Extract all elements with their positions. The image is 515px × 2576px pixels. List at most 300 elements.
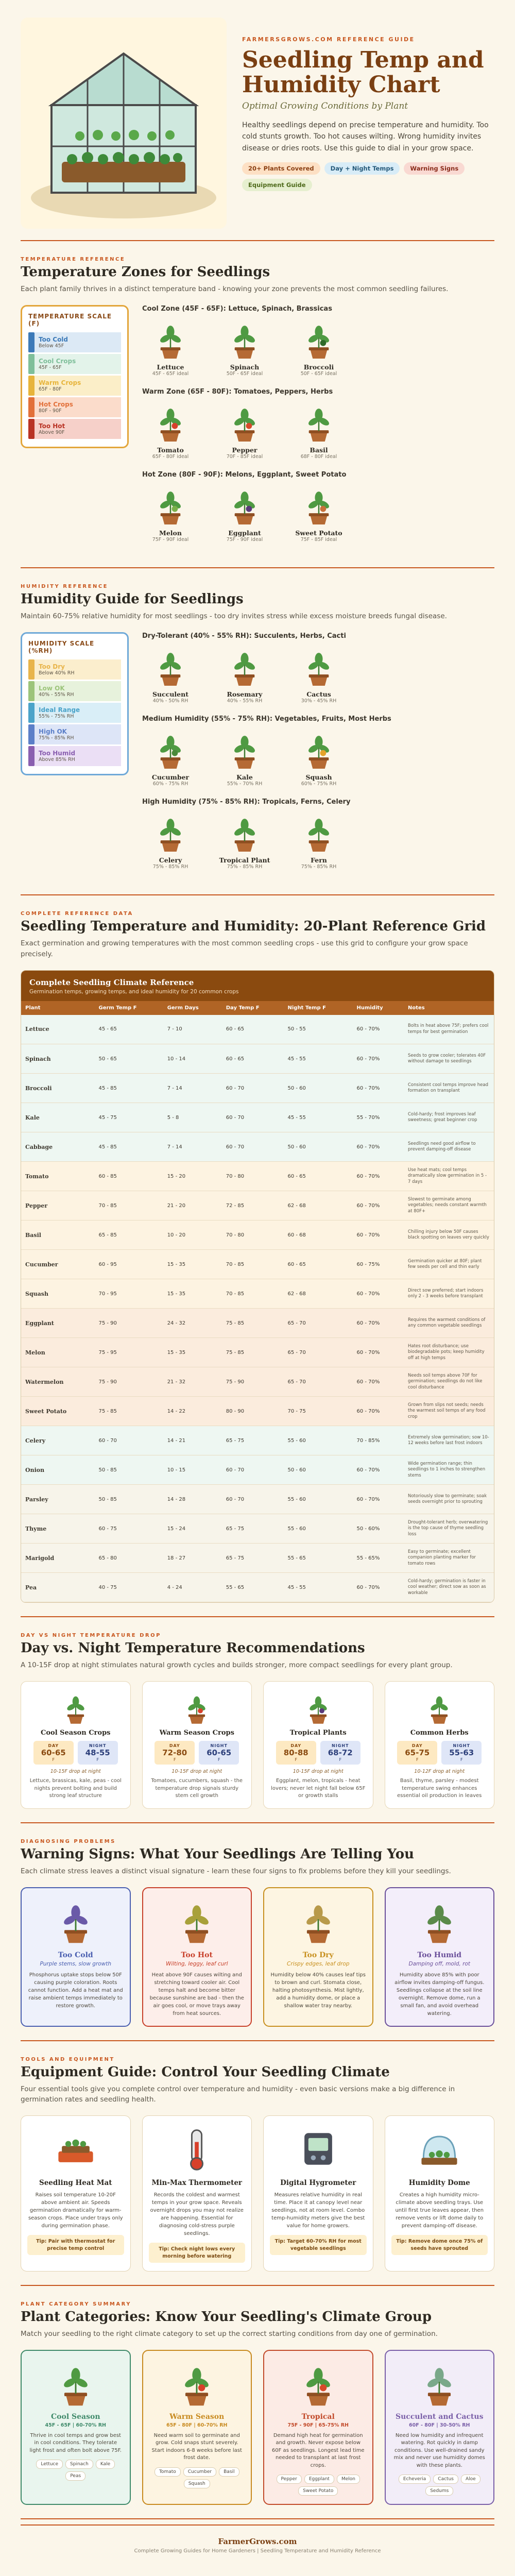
scale-level-name: High OK xyxy=(39,727,67,735)
equipment-tip: Tip: Pair with thermostat for precise temp control xyxy=(27,2235,124,2255)
table-cell: 60 - 95 xyxy=(94,1250,163,1279)
table-cell: 50 - 65 xyxy=(94,1044,163,1074)
table-cell: 55 - 60 xyxy=(283,1514,352,1544)
table-cell: 50 - 60% xyxy=(352,1514,404,1544)
plant-tag: Aloe xyxy=(461,2475,480,2484)
scale-swatch xyxy=(28,354,35,374)
table-cell: 24 - 32 xyxy=(163,1309,222,1338)
table-cell: 60 - 65 xyxy=(222,1015,284,1044)
table-cell: 60 - 75% xyxy=(352,1250,404,1279)
equipment-name: Digital Hygrometer xyxy=(280,2179,356,2188)
section-kicker: TEMPERATURE REFERENCE xyxy=(21,257,126,262)
table-cell: Consistent cool temps improve head formation on transplant xyxy=(404,1074,494,1103)
plant-name: Basil xyxy=(310,446,328,454)
scale-level-name: Cool Crops xyxy=(39,357,76,365)
table-cell: 7 - 14 xyxy=(163,1132,222,1162)
table-cell: 55 - 65 xyxy=(283,1544,352,1573)
warning-name: Too Dry xyxy=(302,1951,334,1959)
plant-cell: Sweet Potato xyxy=(21,1397,94,1426)
plant-range: 75F - 85F ideal xyxy=(300,536,337,543)
scale-level-name: Too Cold xyxy=(39,335,68,343)
page-footer xyxy=(21,2524,494,2567)
table-cell: 70 - 95 xyxy=(94,1279,163,1309)
table-row xyxy=(21,1250,494,1279)
column-header: Humidity xyxy=(352,1001,404,1015)
scale-level-name: Too Dry xyxy=(39,663,65,670)
card-description: Creates a high humidity micro-climate above seedling trays. Use until first true leaves appear, then remove vents or lift dome daily to prevent damping-off disease. xyxy=(395,2192,484,2229)
spinach-icon xyxy=(223,318,266,361)
plant-card xyxy=(216,484,273,543)
table-cell: Cold-hardy; frost improves leaf sweetness; great beginner crop xyxy=(404,1103,494,1132)
temperature-section xyxy=(21,241,494,568)
section-description: Each plant family thrives in a distinct temperature band - knowing your zone prevents the most common seedling failures. xyxy=(21,285,449,293)
table-cell: 72 - 85 xyxy=(222,1191,284,1221)
scale-level-name: Low OK xyxy=(39,684,65,692)
card-description: Tomatoes, cucumbers, squash - the temperature drop signals sturdy stem cell growth xyxy=(151,1778,243,1799)
table-cell: 65 - 70 xyxy=(283,1338,352,1367)
column-header: Germ Days xyxy=(163,1001,222,1015)
unit-label: F xyxy=(416,1757,419,1762)
table-row xyxy=(21,1074,494,1103)
table-cell: 70 - 85 xyxy=(94,1191,163,1221)
table-cell: Chilling injury below 50F causes black spotting on leaves very quickly xyxy=(404,1221,494,1250)
title-line-2: Humidity Chart xyxy=(242,71,440,98)
column-header: Germ Temp F xyxy=(94,1001,163,1015)
temp-pair xyxy=(271,1741,366,1765)
scale-level-range: 40% - 55% RH xyxy=(39,691,74,698)
table-cell: 60 - 70 xyxy=(222,1455,284,1485)
equipment-tip: Tip: Target 60-70% RH for most vegetable seedlings xyxy=(270,2235,367,2255)
table-cell: 80 - 90 xyxy=(222,1397,284,1426)
scale-swatch xyxy=(28,659,35,680)
tropical-crops-icon xyxy=(294,1690,343,1726)
warning-signs-section xyxy=(21,1823,494,2041)
plant-name: Cactus xyxy=(306,690,331,698)
plant-cell: Celery xyxy=(21,1426,94,1455)
plant-row xyxy=(142,811,494,870)
warning-symptom: Crispy edges, leaf drop xyxy=(286,1960,350,1967)
plant-cell: Squash xyxy=(21,1279,94,1309)
table-cell: 60 - 70 xyxy=(94,1426,163,1455)
plant-group-title: High Humidity (75% - 85% RH): Tropicals, Ferns, Celery xyxy=(142,798,351,806)
table-cell: 60 - 70% xyxy=(352,1367,404,1397)
section-description: Four essential tools give you complete control over temperature and humidity - even basic versions make a big difference in germination rates and seedling health. xyxy=(21,2084,455,2104)
plant-name: Fern xyxy=(311,856,327,864)
card-description: Basil, thyme, parsley - modest temperature swing enhances essential oil production in leaves xyxy=(397,1778,482,1799)
section-description: Match your seedling to the right climate category to set up the correct starting conditions from day one of germination. xyxy=(21,2329,438,2338)
plant-card xyxy=(142,318,199,377)
plant-cell: Tomato xyxy=(21,1162,94,1191)
table-cell: 70 - 85 xyxy=(222,1250,284,1279)
category-card xyxy=(21,2350,131,2505)
card-description: Need low humidity and infrequent watering. Rot quickly in damp conditions. Use well-drained sandy mix and never use humidity domes with these plants. xyxy=(393,2432,485,2468)
day-night-card xyxy=(263,1681,373,1809)
table-cell: 62 - 68 xyxy=(283,1191,352,1221)
plant-range: 75% - 85% RH xyxy=(227,863,263,870)
scale-label xyxy=(35,681,121,701)
warning-symptom: Wilting, leggy, leaf curl xyxy=(165,1960,228,1967)
plant-group-title: Medium Humidity (55% - 75% RH): Vegetables, Fruits, Most Herbs xyxy=(142,715,391,723)
day-temp-box xyxy=(33,1741,74,1765)
hygrometer-icon xyxy=(294,2124,343,2174)
scale-level-name: Too Humid xyxy=(39,749,76,757)
section-title: Temperature Zones for Seedlings xyxy=(21,264,270,280)
table-cell: Requires the warmest conditions of any common vegetable seedlings xyxy=(404,1309,494,1338)
temperature-drop: 10-15F drop at night xyxy=(293,1769,344,1775)
table-cell: 50 - 60 xyxy=(283,1132,352,1162)
table-row xyxy=(21,1544,494,1573)
plant-tag: Lettuce xyxy=(36,2460,63,2469)
table-cell: 75 - 90 xyxy=(94,1367,163,1397)
section-title: Humidity Guide for Seedlings xyxy=(21,591,244,607)
day-value: 80-88 xyxy=(283,1748,308,1758)
plant-card xyxy=(290,318,347,377)
table-cell: 60 - 68 xyxy=(283,1221,352,1250)
table-cell: Drought-tolerant herb; overwatering is the top cause of thyme seedling loss xyxy=(404,1514,494,1544)
table-cell: 60 - 70% xyxy=(352,1221,404,1250)
greenhouse-illustration xyxy=(21,18,227,229)
plant-range: 75% - 85% RH xyxy=(301,863,337,870)
table-cell: 60 - 70% xyxy=(352,1162,404,1191)
scale-swatch xyxy=(28,681,35,701)
plant-range: 75F - 90F ideal xyxy=(226,536,263,543)
table-row xyxy=(21,1279,494,1309)
scale-label xyxy=(35,376,121,396)
cucumber-icon xyxy=(149,728,192,771)
plant-tag: Echeveria xyxy=(399,2475,431,2484)
table-cell: 55 - 60 xyxy=(283,1426,352,1455)
plant-card xyxy=(142,645,199,704)
table-cell: 70 - 75 xyxy=(283,1397,352,1426)
table-cell: 60 - 70% xyxy=(352,1397,404,1426)
table-cell: 60 - 65 xyxy=(283,1162,352,1191)
humidity-groups xyxy=(142,632,494,881)
plant-name: Celery xyxy=(159,856,182,864)
night-value: 48-55 xyxy=(85,1748,110,1758)
plant-tag: Eggplant xyxy=(304,2475,334,2484)
section-description: Exact germination and growing temperatures with the most common seedling crops - use this grid to configure your grow space precisely. xyxy=(21,939,468,958)
scale-level-name: Hot Crops xyxy=(39,400,73,408)
table-cell: Easy to germinate; excellent companion planting marker for tomato rows xyxy=(404,1544,494,1573)
lettuce-icon xyxy=(149,318,192,361)
section-kicker: HUMIDITY REFERENCE xyxy=(21,583,108,589)
plant-group xyxy=(142,632,494,704)
table-cell: Extremely slow germination; sow 10-12 weeks before last frost indoors xyxy=(404,1426,494,1455)
table-cell: 50 - 85 xyxy=(94,1455,163,1485)
section-title: Equipment Guide: Control Your Seedling Climate xyxy=(21,2064,390,2080)
section-description: Each climate stress leaves a distinct visual signature - learn these four signs to fix problems before they kill your seedlings. xyxy=(21,1867,451,1875)
plant-range: 75F - 90F ideal xyxy=(152,536,189,543)
table-row xyxy=(21,1455,494,1485)
table-cell: 15 - 20 xyxy=(163,1162,222,1191)
scale-swatch xyxy=(28,376,35,396)
plant-tag: Spinach xyxy=(65,2460,93,2469)
plant-name: Rosemary xyxy=(227,690,263,698)
plant-cell: Thyme xyxy=(21,1514,94,1544)
table-cell: 75 - 85 xyxy=(222,1309,284,1338)
scale-level xyxy=(28,724,121,744)
squash-icon xyxy=(297,728,340,771)
page-description: Healthy seedlings depend on precise temperature and humidity. Too cold stunts growth. Too hot causes wilting. Wrong humidity invites disease or dries roots. Use this guide to dial in your grow space. xyxy=(242,121,489,152)
equipment-card xyxy=(21,2115,131,2272)
table-cell: 60 - 70% xyxy=(352,1132,404,1162)
scale-level xyxy=(28,746,121,766)
temperature-scale xyxy=(21,305,129,448)
scale-level-range: 55% - 75% RH xyxy=(39,713,74,719)
plant-row xyxy=(142,318,494,377)
table-cell: Seedlings need good airflow to prevent damping-off disease xyxy=(404,1132,494,1162)
table-cell: 65 - 75 xyxy=(222,1544,284,1573)
crop-group-name: Cool Season Crops xyxy=(41,1729,111,1737)
plant-cell: Watermelon xyxy=(21,1367,94,1397)
night-temp-box xyxy=(320,1741,360,1765)
table-cell: 10 - 20 xyxy=(163,1221,222,1250)
plant-group xyxy=(142,715,494,787)
section-title: Plant Categories: Know Your Seedling's Climate Group xyxy=(21,2309,432,2325)
scale-level-range: 80F - 90F xyxy=(39,408,62,414)
day-label: DAY xyxy=(169,1743,180,1749)
humidity-section xyxy=(21,568,494,895)
scale-title: HUMIDITY SCALE (%RH) xyxy=(28,639,95,654)
plant-group xyxy=(142,471,494,543)
scale-level-range: Above 90F xyxy=(39,429,65,435)
table-cell: 21 - 32 xyxy=(163,1367,222,1397)
plant-name: Spinach xyxy=(230,363,260,371)
day-label: DAY xyxy=(411,1743,423,1749)
table-cell: 45 - 55 xyxy=(283,1103,352,1132)
category-card xyxy=(263,2350,373,2505)
plant-card xyxy=(142,484,199,543)
plant-name: Kale xyxy=(236,773,253,781)
section-kicker: COMPLETE REFERENCE DATA xyxy=(21,910,133,917)
warning-name: Too Cold xyxy=(58,1951,93,1959)
plant-cell: Pea xyxy=(21,1573,94,1602)
table-row xyxy=(21,1338,494,1367)
scale-label xyxy=(35,354,121,374)
equipment-name: Humidity Dome xyxy=(408,2179,470,2188)
day-value: 65-75 xyxy=(405,1748,430,1758)
scale-level-range: 65F - 80F xyxy=(39,386,62,392)
plant-row xyxy=(142,728,494,787)
table-cell: 75 - 85 xyxy=(94,1397,163,1426)
table-cell: 70 - 80 xyxy=(222,1221,284,1250)
column-header: Notes xyxy=(404,1001,494,1015)
scale-level xyxy=(28,354,121,374)
footer-brand[interactable]: FarmerGrows.com xyxy=(218,2537,297,2547)
footer-copy: Complete Growing Guides for Home Gardeners | Seedling Temperature and Humidity Reference xyxy=(134,2548,381,2554)
section-kicker: TOOLS AND EQUIPMENT xyxy=(21,2056,115,2062)
table-cell: 10 - 14 xyxy=(163,1044,222,1074)
plant-cell: Pepper xyxy=(21,1191,94,1221)
category-name: Succulent and Cactus xyxy=(396,2412,484,2421)
table-cell: 60 - 65 xyxy=(283,1250,352,1279)
plant-card xyxy=(142,728,199,787)
melon-icon xyxy=(149,484,192,527)
day-temp-box xyxy=(276,1741,316,1765)
night-label: NIGHT xyxy=(332,1743,349,1749)
scale-level-range: 75% - 85% RH xyxy=(39,735,74,741)
warning-card xyxy=(21,1887,131,2027)
plant-card xyxy=(142,401,199,460)
plant-range: 68F - 80F ideal xyxy=(300,453,337,460)
table-cell: 18 - 27 xyxy=(163,1544,222,1573)
table-cell: 14 - 28 xyxy=(163,1485,222,1514)
unit-label: F xyxy=(460,1757,463,1762)
scale-level-range: Above 85% RH xyxy=(39,756,75,762)
category-tags xyxy=(149,2467,245,2488)
category-name: Tropical xyxy=(301,2412,335,2421)
temp-pair xyxy=(150,1741,245,1765)
plant-cell: Kale xyxy=(21,1103,94,1132)
table-cell: 60 - 70 xyxy=(222,1132,284,1162)
plant-row xyxy=(142,645,494,704)
scale-level-range: 45F - 65F xyxy=(39,364,62,370)
temperature-drop: 10-12F drop at night xyxy=(414,1769,465,1775)
table-cell: Grown from slips not seeds; needs the warmest soil temps of any food crop xyxy=(404,1397,494,1426)
scale-level xyxy=(28,681,121,701)
succulent-icon xyxy=(149,645,192,688)
reference-table-section xyxy=(21,895,494,1617)
plant-group xyxy=(142,388,494,460)
warning-symptom: Purple stems, slow growth xyxy=(40,1960,112,1967)
table-cell: 10 - 15 xyxy=(163,1455,222,1485)
table-row xyxy=(21,1573,494,1602)
plant-group-title: Warm Zone (65F - 80F): Tomatoes, Peppers, Herbs xyxy=(142,387,333,396)
table-cell: 60 - 70% xyxy=(352,1485,404,1514)
plant-group-title: Cool Zone (45F - 65F): Lettuce, Spinach, Brassicas xyxy=(142,304,332,313)
night-label: NIGHT xyxy=(210,1743,228,1749)
table-cell: 70 - 80 xyxy=(222,1162,284,1191)
plant-tag: Sweet Potato xyxy=(298,2486,338,2496)
table-cell: 45 - 75 xyxy=(94,1103,163,1132)
plant-range: 65F - 80F ideal xyxy=(152,453,189,460)
unit-label: F xyxy=(52,1757,55,1762)
table-cell: 60 - 70% xyxy=(352,1338,404,1367)
table-cell: 65 - 70 xyxy=(283,1309,352,1338)
plant-name: Sweet Potato xyxy=(295,529,342,537)
table-cell: 14 - 22 xyxy=(163,1397,222,1426)
plant-range: 40% - 50% RH xyxy=(152,698,188,704)
temperature-drop: 10-15F drop at night xyxy=(171,1769,222,1775)
section-kicker: PLANT CATEGORY SUMMARY xyxy=(21,2301,132,2307)
table-cell: Cold-hardy; germination is faster in cool weather; direct sow as soon as workable xyxy=(404,1573,494,1602)
card-description: Demand high heat for germination and growth. Never expose below 60F as seedlings. Longest lead time needed to transplant at last frost crops. xyxy=(271,2432,365,2468)
card-description: Heat above 90F causes wilting and stretching toward cooler air. Cool temps halt and become bitter because sunshine are bad - then the air goes cool, or move trays away from heat sources. xyxy=(149,1972,244,2016)
plant-card xyxy=(290,645,347,704)
night-label: NIGHT xyxy=(453,1743,470,1749)
scale-label xyxy=(35,724,121,744)
column-header: Plant xyxy=(21,1001,94,1015)
tropical-season-icon xyxy=(294,2359,343,2409)
table-cell: 75 - 90 xyxy=(94,1309,163,1338)
table-cell: Needs soil temps above 70F for germination; seedlings do not like cool disturbance xyxy=(404,1367,494,1397)
table-cell: 75 - 90 xyxy=(222,1367,284,1397)
plant-row xyxy=(142,484,494,543)
hero-header xyxy=(21,0,494,241)
scale-level-name: Too Hot xyxy=(39,422,65,430)
plant-name: Broccoli xyxy=(303,363,334,371)
scale-label xyxy=(35,746,121,766)
table-cell: 5 - 8 xyxy=(163,1103,222,1132)
table-row xyxy=(21,1132,494,1162)
humidity-dome-icon xyxy=(415,2124,464,2174)
table-cell: 45 - 65 xyxy=(94,1015,163,1044)
table-cell: 45 - 55 xyxy=(283,1573,352,1602)
table-cell: 65 - 75 xyxy=(222,1514,284,1544)
scale-title: TEMPERATURE SCALE (F) xyxy=(28,312,112,327)
table-cell: 60 - 70 xyxy=(222,1485,284,1514)
table-row xyxy=(21,1367,494,1397)
day-night-card xyxy=(385,1681,495,1809)
plant-name: Squash xyxy=(305,773,332,781)
page-title xyxy=(242,48,494,97)
equipment-name: Seedling Heat Mat xyxy=(39,2179,112,2188)
feature-chip: Equipment Guide xyxy=(242,179,312,191)
pepper-icon xyxy=(223,401,266,444)
table-cell: 45 - 85 xyxy=(94,1132,163,1162)
category-range: 65F - 80F | 60-70% RH xyxy=(166,2422,228,2428)
warning-card xyxy=(142,1887,252,2027)
celery-icon xyxy=(149,811,192,854)
table-cell: 50 - 85 xyxy=(94,1485,163,1514)
table-cell: 60 - 70 xyxy=(222,1103,284,1132)
table-cell: 55 - 60 xyxy=(283,1485,352,1514)
thermometer-icon xyxy=(172,2124,221,2174)
table-cell: 65 - 80 xyxy=(94,1544,163,1573)
scale-swatch xyxy=(28,746,35,766)
table-cell: 70 - 85% xyxy=(352,1426,404,1455)
scale-level xyxy=(28,332,121,352)
scale-label xyxy=(35,703,121,723)
plant-name: Tomato xyxy=(157,446,184,454)
table-title: Complete Seedling Climate Reference xyxy=(29,977,194,987)
plant-card xyxy=(216,318,273,377)
temp-pair xyxy=(28,1741,123,1765)
equipment-tip: Tip: Remove dome once 75% of seeds have sprouted xyxy=(391,2235,488,2255)
plant-range: 50F - 65F ideal xyxy=(226,370,263,377)
tomato-icon xyxy=(149,401,192,444)
plant-range: 75% - 85% RH xyxy=(152,863,188,870)
section-title: Seedling Temperature and Humidity: 20-Plant Reference Grid xyxy=(21,918,486,934)
day-night-card xyxy=(21,1681,131,1809)
plant-range: 50F - 65F ideal xyxy=(300,370,337,377)
table-row xyxy=(21,1191,494,1221)
scale-level-name: Warm Crops xyxy=(39,379,81,386)
plant-card xyxy=(290,728,347,787)
sweet-potato-icon xyxy=(297,484,340,527)
equipment-card xyxy=(263,2115,373,2272)
reference-table-card xyxy=(21,970,494,1603)
table-cell: 15 - 35 xyxy=(163,1250,222,1279)
scale-level xyxy=(28,376,121,396)
table-cell: 60 - 70% xyxy=(352,1074,404,1103)
plant-group-title: Dry-Tolerant (40% - 55% RH): Succulents, Herbs, Cacti xyxy=(142,632,346,640)
category-range: 45F - 65F | 60-70% RH xyxy=(45,2422,107,2428)
card-description: Humidity above 85% with poor airflow invites damping-off fungus. Seedlings collapse at the soil line overnight. Remove dome, run a small fan, and avoid overhead watering. xyxy=(394,1972,485,2016)
plant-tag: Tomato xyxy=(154,2467,181,2477)
table-cell: Seeds to grow cooler; tolerates 40F without damage to seedlings xyxy=(404,1044,494,1074)
plant-tag: Cactus xyxy=(433,2475,458,2484)
table-row xyxy=(21,1426,494,1455)
table-cell: 55 - 65% xyxy=(352,1544,404,1573)
feature-chip: 20+ Plants Covered xyxy=(242,162,320,175)
plant-cell: Spinach xyxy=(21,1044,94,1074)
category-tags xyxy=(392,2475,488,2496)
cool-crops-icon xyxy=(51,1690,100,1726)
night-value: 55-63 xyxy=(449,1748,474,1758)
night-value: 68-72 xyxy=(328,1748,353,1758)
crop-group-name: Common Herbs xyxy=(410,1729,469,1737)
